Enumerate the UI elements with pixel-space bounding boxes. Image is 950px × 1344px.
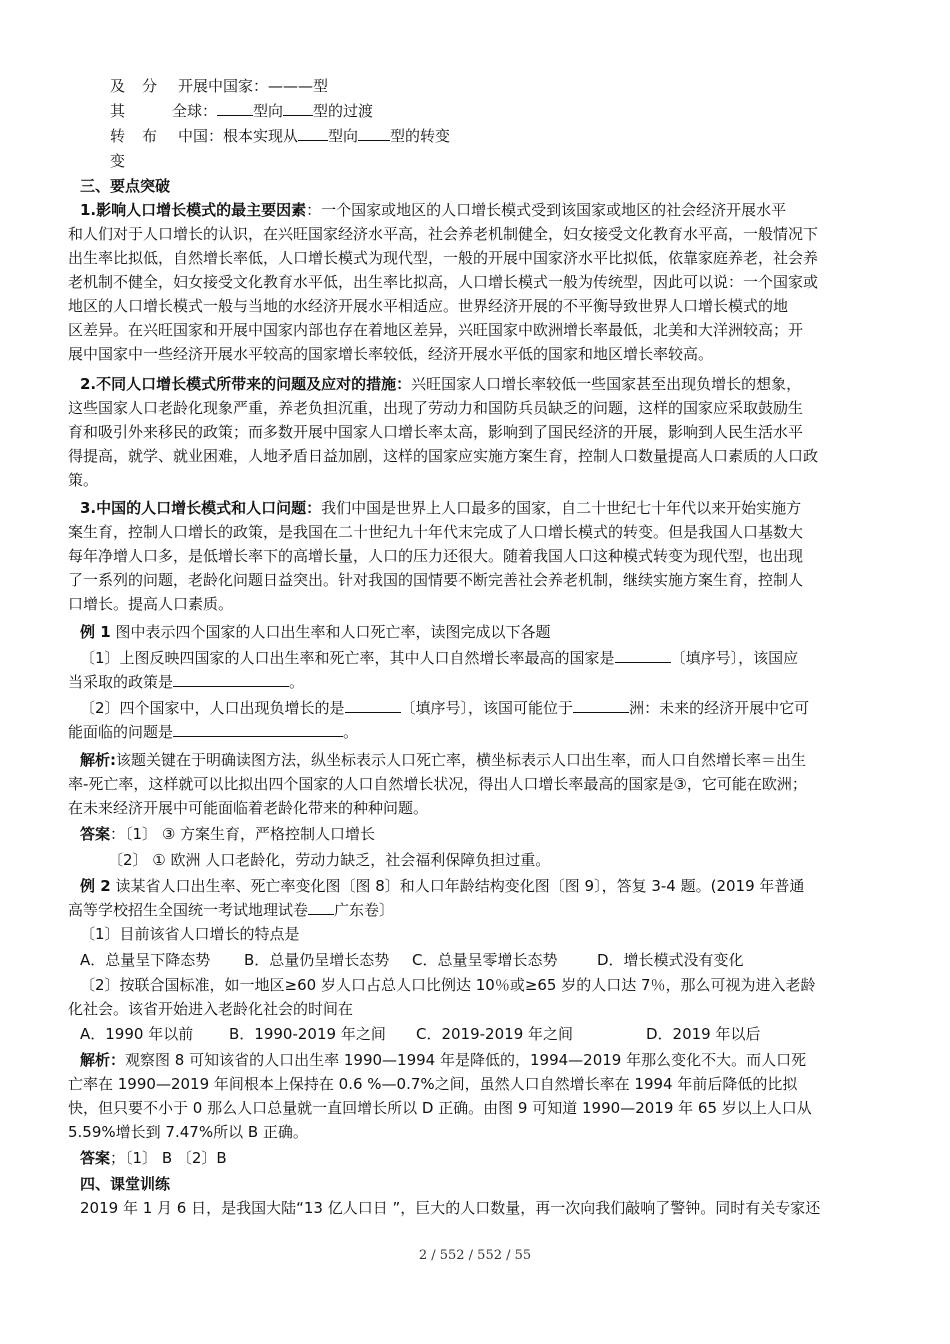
ex1-answer-1 [80, 822, 900, 846]
p1-line4: 老机制不健全，妇女接受文化教育水平低，出生率比拟高，人口增长模式一般为传统型，因此可以说：一个国家或 [68, 273, 819, 291]
p1-line1 [80, 198, 900, 222]
top-row3-b: 型向 [328, 127, 359, 145]
ex2-answer-label: 答案 [80, 1149, 111, 1167]
ex2-label: 例 2 [80, 877, 111, 895]
blank [173, 721, 343, 737]
blank [358, 125, 390, 141]
page-footer: 2 / 552 / 552 / 55 [418, 1248, 532, 1263]
ex2-answer-text: ；〔1〕 B 〔2〕B [110, 1149, 227, 1167]
top-row2-b: 型向 [253, 102, 284, 120]
ex2-analysis-3: 快，但只要不小于 0 那么人口总量就一直回增长所以 D 正确。由图 9 可知道 1990—2019 年 65 岁以上人口从 [68, 1099, 812, 1117]
ex2-q2-line2: 化社会。该省开始进入老龄化社会的时间在 [68, 1000, 354, 1018]
top-row2-c: 型的过渡 [313, 102, 374, 120]
p1-text: ：一个国家或地区的人口增长模式受到该国家或地区的社会经济开展水平 [306, 201, 787, 219]
p2-head: 2.不同人口增长模式所带来的问题及应对的措施： [80, 375, 412, 393]
ex2-q2-option-c: C．2019-2019 年之间 [416, 1025, 574, 1043]
p2-line2: 这些国家人口老龄化现象严重，养老负担沉重，出现了劳动力和国防兵员缺乏的问题，这样的国家应采取鼓励生 [68, 399, 804, 417]
ex2-q1-option-d: D．增长模式没有变化 [597, 951, 744, 969]
ex1-q2-e: 。 [343, 723, 359, 741]
ex1-analysis-label: 解析: [80, 751, 116, 769]
blank [345, 697, 401, 713]
top-col1-4: 变 [110, 152, 126, 170]
ex1-q2-a: 〔2〕四个国家中，人口出现负增长的是 [80, 699, 345, 717]
blank [173, 671, 289, 687]
top-row2 [172, 99, 373, 123]
p3-head: 3.中国的人口增长模式和人口问题： [80, 499, 322, 517]
ex2-q2-line1: 〔2〕按联合国标准，如一地区≥60 岁人口占总人口比例达 10％或≥65 岁的人口达 7％，那么可视为进入老龄 [80, 976, 816, 994]
p2-line5: 策。 [68, 471, 99, 489]
section3-title: 三、要点突破 [80, 177, 171, 195]
ex2-stem-text: 读某省人口出生率、死亡率变化图〔图 8〕和人口年龄结构变化图〔图 9〕，答复 3-4 题。(2019 年普通 [110, 877, 805, 895]
p3-line2: 案生育，控制人口增长的政策，是我国在二十世纪九十年代末完成了人口增长模式的转变。但是我国人口基数大 [68, 523, 804, 541]
ex1-answer-label: 答案 [80, 825, 111, 843]
ex1-q1-c: 当采取的政策是 [68, 673, 174, 691]
ex2-answer [80, 1146, 900, 1170]
ex2-q1-option-c: C．总量呈零增长态势 [412, 951, 558, 969]
ex2-analysis-text: 观察图 8 可知该省的人口出生率 1990—1994 年是降低的，1994—2019 年那么变化不大。而人口死 [125, 1051, 807, 1069]
ex2-analysis-2: 亡率在 1990—2019 年间根本上保持在 0.6 %—0.7%之间，虽然人口自然增长率在 1994 年前后降低的比拟 [68, 1075, 798, 1093]
ex2-stem-2 [68, 898, 888, 922]
ex1-answer-text: ：〔1〕 ③ 方案生育，严格控制人口增长 [110, 825, 376, 843]
p2-line1 [80, 372, 900, 396]
p1-line6: 区差异。在兴旺国家和开展中国家内部也存在着地区差异，兴旺国家中欧洲增长率最低，北美和大洋洲较高；开 [68, 321, 804, 339]
section4-line1: 2019 年 1 月 6 日，是我国大陆“13 亿人口日 ”，巨大的人口数量，再一次向我们敲响了警钟。同时有关专家还 [80, 1199, 821, 1217]
blank [573, 697, 629, 713]
ex1-q2-cont [68, 720, 888, 744]
top-row2-a: 全球： [172, 102, 218, 120]
ex1-label: 例 1 [80, 623, 111, 641]
ex2-stem2-a: 高等学校招生全国统一考试地理试卷 [68, 901, 309, 919]
ex2-q2-option-b: B．1990-2019 年之间 [229, 1025, 386, 1043]
ex2-q2-option-a: A．1990 年以前 [80, 1025, 194, 1043]
p1-line7: 展中国家中一些经济开展水平较高的国家增长率较低，经济开展水平低的国家和地区增长率较高。 [68, 345, 714, 363]
blank [217, 100, 253, 116]
top-col2-2: 布 [142, 127, 158, 145]
ex2-q1-option-a: A．总量呈下降态势 [80, 951, 211, 969]
top-row3-c: 型的转变 [390, 127, 451, 145]
blank [308, 899, 334, 915]
ex1-q1-cont [68, 670, 888, 694]
ex1-q1 [80, 646, 900, 670]
p1-head: 1.影响人口增长模式的最主要因素 [80, 201, 307, 219]
ex2-analysis-4: 5.59%增长到 7.47%所以 B 正确。 [68, 1123, 308, 1141]
blank [615, 647, 671, 663]
p3-text: 我们中国是世界上人口最多的国家，自二十世纪七十年代以来开始实施方 [321, 499, 802, 517]
top-row3-a: 中国：根本实现从 [178, 127, 299, 145]
p1-line5: 地区的人口增长模式一般与当地的水经济开展水平相适应。世界经济开展的不平衡导致世界人口增长模式的地 [68, 297, 789, 315]
ex1-q2-d: 能面临的问题是 [68, 723, 174, 741]
ex2-q1: 〔1〕目前该省人口增长的特点是 [80, 925, 300, 943]
ex1-analysis-text: 该题关键在于明确读图方法，纵坐标表示人口死亡率，横坐标表示人口出生率，而人口自然增长率＝出生 [116, 751, 807, 769]
ex1-analysis-1 [80, 748, 900, 772]
ex1-q1-d: 。 [289, 673, 305, 691]
ex2-q2-option-d: D．2019 年以后 [646, 1025, 761, 1043]
ex1-stem [80, 620, 900, 644]
ex2-q1-option-b: B．总量仍呈增长态势 [244, 951, 390, 969]
ex1-q1-b: 〔填序号〕，该国应 [670, 649, 799, 667]
ex2-analysis-label: 解析： [80, 1051, 126, 1069]
top-row3 [178, 124, 450, 148]
ex2-stem2-b: 广东卷〕 [334, 901, 395, 919]
blank [298, 125, 328, 141]
p3-line1 [80, 496, 900, 520]
blank [283, 100, 313, 116]
ex1-q2-c: 洲：未来的经济开展中它可 [629, 699, 810, 717]
p1-line2: 和人们对于人口增长的认识，在兴旺国家经济水平高，社会养老机制健全，妇女接受文化教育水平高，一般情况下 [68, 225, 819, 243]
ex1-answer-2: 〔2〕 ① 欧洲 人口老龄化，劳动力缺乏，社会福利保障负担过重。 [108, 851, 551, 869]
ex1-analysis-2: 率-死亡率，这样就可以比拟出四个国家的人口自然增长状况，得出人口增长率最高的国家是③，它可能在欧洲； [68, 775, 807, 793]
top-col1-1: 及 [110, 77, 126, 95]
p2-line3: 育和吸引外来移民的政策；而多数开展中国家人口增长率太高，影响到了国民经济的开展，影响到人民生活水平 [68, 423, 804, 441]
p1-line3: 出生率比拟低，自然增长率低，人口增长模式为现代型，一般的开展中国家济水平比拟低，依靠家庭养老，社会养 [68, 249, 819, 267]
top-col1-2: 其 [110, 102, 126, 120]
p3-line3: 每年净增人口多，是低增长率下的高增长量，人口的压力还很大。随着我国人口这种模式转变为现代型，也出现 [68, 547, 804, 565]
top-col1-3: 转 [110, 127, 126, 145]
p3-line4: 了一系列的问题，老龄化问题日益突出。针对我国的国情要不断完善社会养老机制，继续实施方案生育，控制人 [68, 571, 804, 589]
ex2-analysis-1 [80, 1048, 900, 1072]
ex1-stem-text: 图中表示四个国家的人口出生率和人口死亡率，读图完成以下各题 [115, 623, 551, 641]
p2-text: 兴旺国家人口增长率较低一些国家甚至出现负增长的想象， [411, 375, 802, 393]
ex1-analysis-3: 在未来经济开展中可能面临着老龄化带来的种种问题。 [68, 799, 429, 817]
p2-line4: 得提高，就学、就业困难，人地矛盾日益加剧，这样的国家应实施方案生育，控制人口数量提高人口素质的人口政 [68, 447, 819, 465]
top-col2-1: 分 [142, 77, 158, 95]
section4-title: 四、课堂训练 [80, 1175, 171, 1193]
p3-line5: 口增长。提高人口素质。 [68, 595, 234, 613]
ex2-stem [80, 874, 900, 898]
top-row1: 开展中国家：———型 [178, 77, 329, 95]
ex1-q1-a: 〔1〕上图反映四国家的人口出生率和死亡率，其中人口自然增长率最高的国家是 [80, 649, 615, 667]
ex1-q2 [80, 696, 900, 720]
ex1-q2-b: 〔填序号〕，该国可能位于 [400, 699, 574, 717]
